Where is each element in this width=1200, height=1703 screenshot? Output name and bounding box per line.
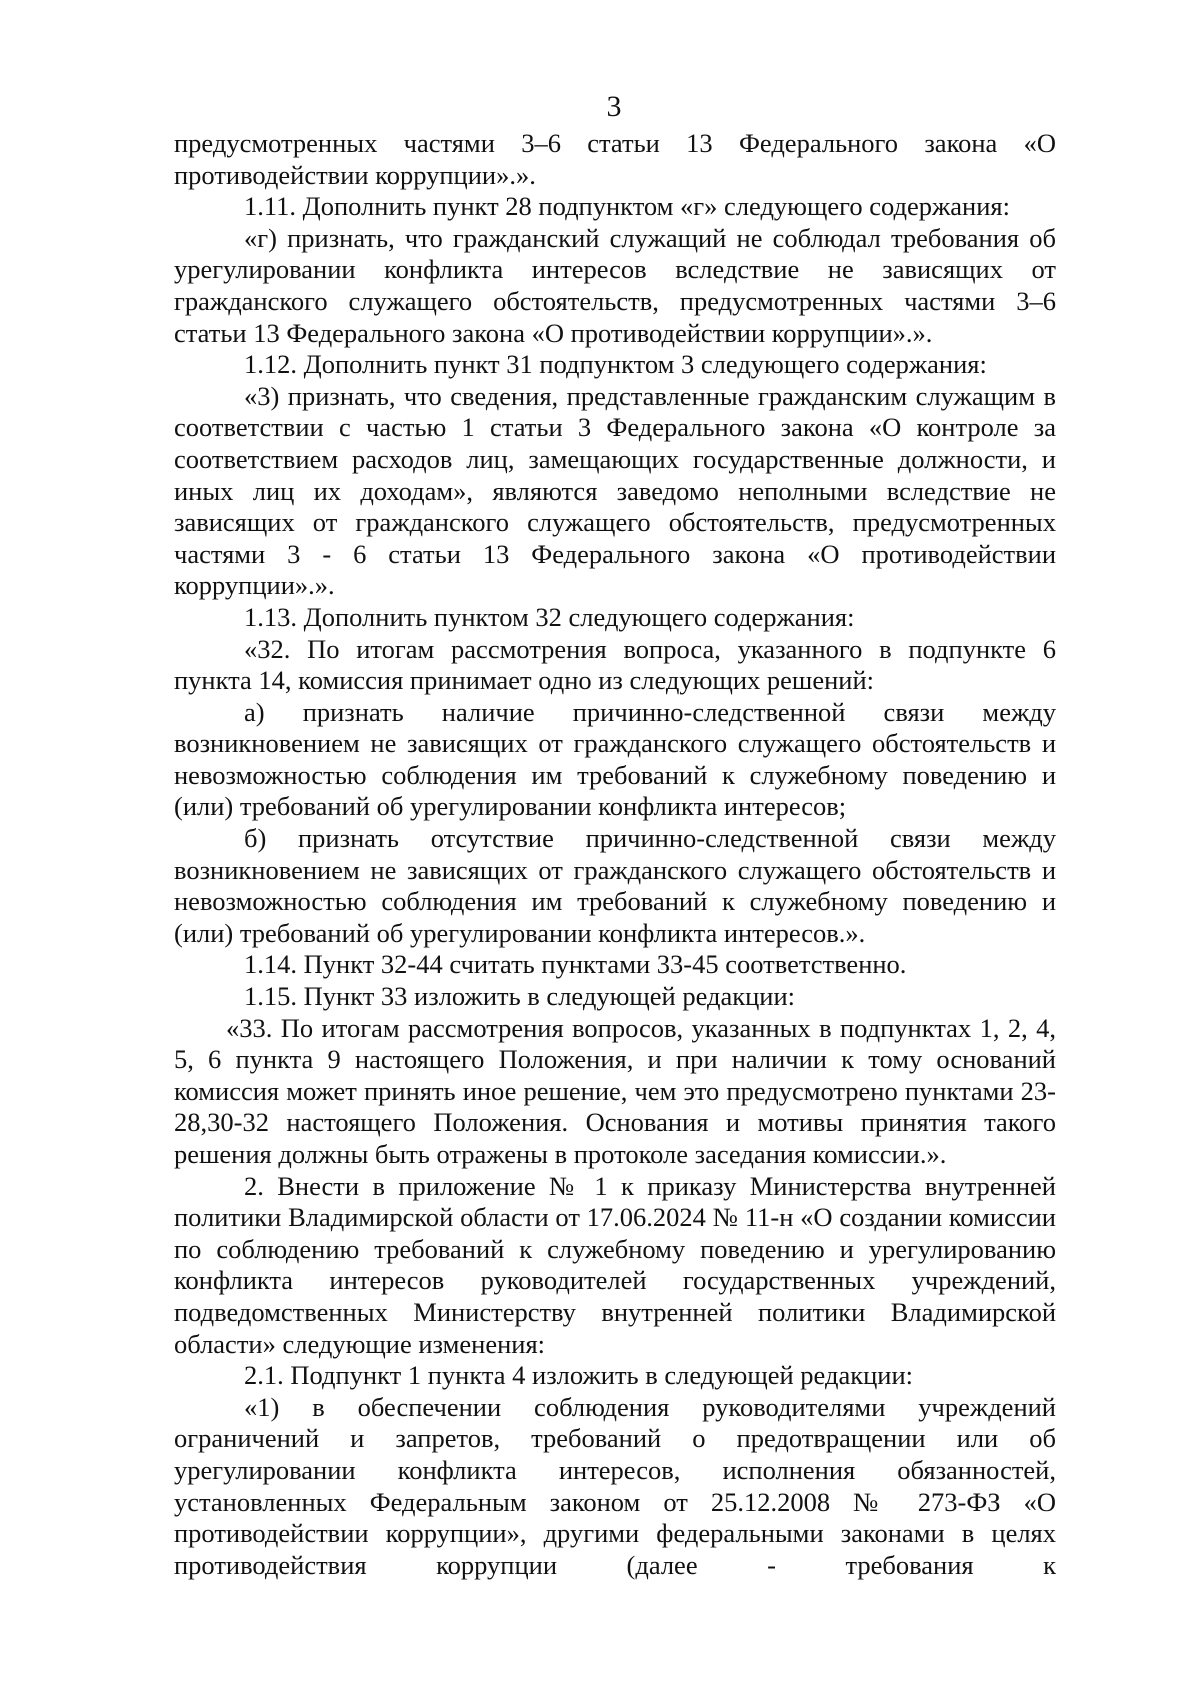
paragraph-subpoint-1: «1) в обеспечении соблюдения руководителями учреждений ограничений и запретов, требований о предотвращении или об урегулировании конфликта интересов, исполнения обязанностей, установленных Федеральным законом от 25.12.2008 № 273-ФЗ «О противодействии коррупции», другими федеральными законами в целях противодействия коррупции (далее - требования к [174,1391,1056,1580]
paragraph-point-32: «32. По итогам рассмотрения вопроса, указанного в подпункте 6 пункта 14, комиссия принимает одно из следующих решений: [174,633,1056,696]
paragraph-1-13: 1.13. Дополнить пунктом 32 следующего содержания: [244,601,855,632]
paragraph-item-a: а) признать наличие причинно-следственной связи между возникновением не зависящих от гражданского служащего обстоятельств и невозможностью соблюдения им требований к служебному поведению и (или) требований об урегулировании конфликта интересов; [174,696,1056,822]
paragraph-2-1: 2.1. Подпункт 1 пункта 4 изложить в следующей редакции: [244,1360,913,1391]
paragraph-1-14: 1.14. Пункт 32-44 считать пунктами 33-45 соответственно. [244,949,907,980]
page-number: 3 [606,90,622,123]
paragraph-continuation: предусмотренных частями 3–6 статьи 13 Федерального закона «О противодействии коррупции».». [174,128,1056,190]
document-body [174,128,1056,1581]
paragraph-1-11: 1.11. Дополнить пункт 28 подпунктом «г» следующего содержания: [244,191,1010,222]
paragraph-subpoint-3: «3) признать, что сведения, представленные гражданским служащим в соответствии с частью 1 статьи 3 Федерального закона «О контроле за соответствием расходов лиц, замещающих государственные должности, и иных лиц их доходам», являются заведомо неполными вследствие не зависящих от гражданского служащего обстоятельств, предусмотренных частями 3 - 6 статьи 13 Федерального закона «О противодействии коррупции».». [174,380,1056,601]
paragraph-2: 2. Внести в приложение № 1 к приказу Министерства внутренней политики Владимирской области от 17.06.2024 № 11-н «О создании комиссии по соблюдению требований к служебному поведению и урегулированию конфликта интересов руководителей государственных учреждений, подведомственных Министерству внутренней политики Владимирской области» следующие изменения: [174,1170,1056,1359]
paragraph-1-12: 1.12. Дополнить пункт 31 подпунктом 3 следующего содержания: [244,349,987,380]
paragraph-subpoint-g: «г) признать, что гражданский служащий не соблюдал требования об урегулировании конфликта интересов вследствие не зависящих от гражданского служащего обстоятельств, предусмотренных частями 3–6 статьи 13 Федерального закона «О противодействии коррупции».». [174,222,1056,348]
paragraph-item-b: б) признать отсутствие причинно-следственной связи между возникновением не зависящих от гражданского служащего обстоятельств и невозможностью соблюдения им требований к служебному поведению и (или) требований об урегулировании конфликта интересов.». [174,823,1056,948]
paragraph-1-15: 1.15. Пункт 33 изложить в следующей редакции: [244,981,796,1012]
paragraph-point-33: «33. По итогам рассмотрения вопросов, указанных в подпунктах 1, 2, 4, 5, 6 пункта 9 настоящего Положения, и при наличии к тому оснований комиссия может принять иное решение, чем это предусмотрено пунктами 23-28,30-32 настоящего Положения. Основания и мотивы принятия такого решения должны быть отражены в протоколе заседания комиссии.». [174,1012,1056,1169]
